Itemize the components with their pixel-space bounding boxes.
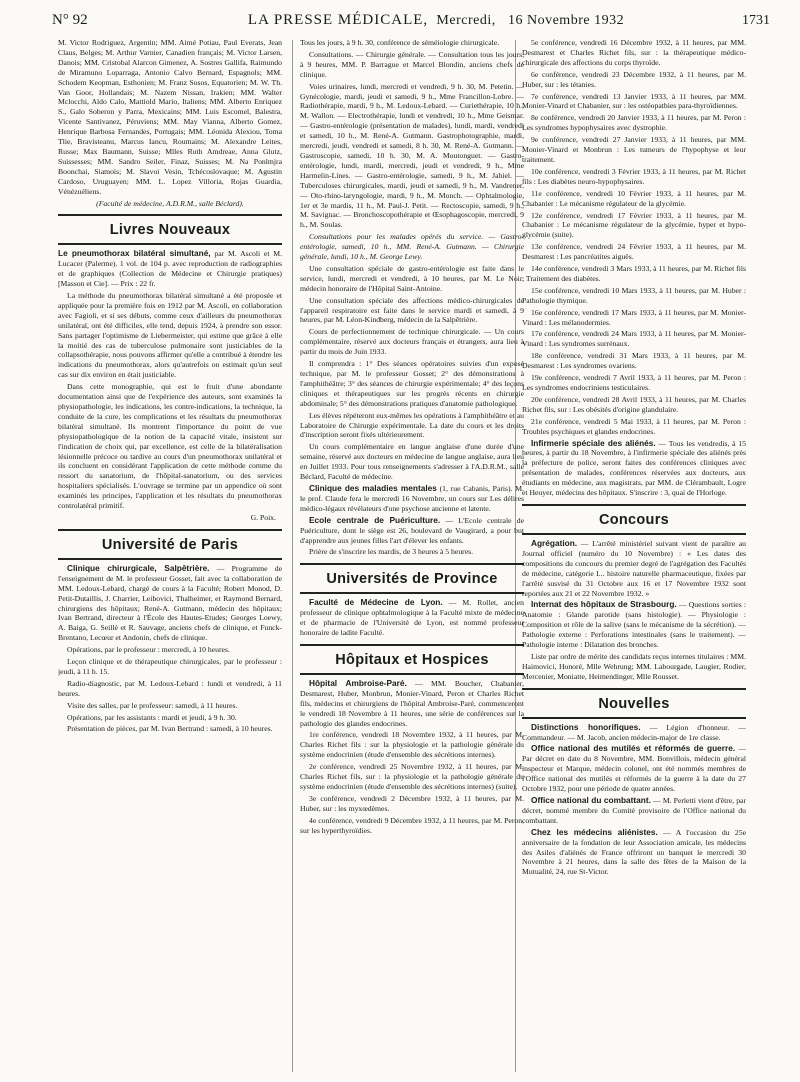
article-text: — M. Rollet, ancien professeur de clinique ophtalmologique à la Faculté mixte de médecine et de pharmacie de l'Université de Lyon, est nommé professeur honoraire de ladite Faculté. <box>300 598 524 638</box>
conference-line: 11e conférence, vendredi 10 Février 1933, à 11 heures, par M. Chabanier : Le mécanisme régulateur de la glycémie. <box>522 188 746 208</box>
conference-line: 7e conférence, vendredi 13 Janvier 1933, à 11 heures, par MM. Monier-Vinard et Chabanier, sur : les ostéopathies para-thyroïdiennes. <box>522 91 746 111</box>
page-header <box>52 12 770 34</box>
section-heading-concours: Concours <box>522 504 746 535</box>
conference-line: 13e conférence, vendredi 24 Février 1933, à 11 heures, par M. Desmarest : Les pancréatites aiguës. <box>522 242 746 262</box>
issue-weekday: Mercredi, <box>436 13 496 28</box>
article-text: — Par décret en date du 8 Novembre, MM. Bonvillois, médecin général inspecteur et Marque, médecin colonel, ont été nommés membres de l'Office national des mutilés et réformés de la guerre à la date du 27 Octobre 1932, pour une période de quatre années. <box>522 744 746 794</box>
section-heading-paris: Université de Paris <box>58 529 282 560</box>
conference-line: 21e conférence, vendredi 5 Mai 1933, à 11 heures, par M. Peron : Troubles psychiques et glandes endocrines. <box>522 416 746 436</box>
article-text: — M. Perletti vient d'être, par décret, nommé membre du Comité provisoire de l'Office national du combattant. <box>522 796 746 825</box>
article-lead: Internat des hôpitaux de Strasbourg. <box>531 599 677 610</box>
schedule-line: Opérations, par les assistants : mardi et jeudi, à 9 h. 30. <box>67 712 237 722</box>
article-lead: Office national du combattant. <box>531 795 651 805</box>
article-paragraph <box>522 744 746 794</box>
article-text: — Programme de l'enseignement de M. le professeur Gosset, fait avec la collaboration de MM. Ledoux-Lebard, chargé de cours à la Faculté; Robert Monod, D. Petit-Dutaillis, J. Charrier, Leibovici, Thalheimer, et Raymond Bernard, chirurgiens des hôpitaux; René-A. Gutmann, médecin des hôpitaux; Ivan Bertrand, directeur à l'École des Hautes-Etudes; Georges Loewy, A. Baiga, G. Seillé et R. Sauvage, anciens chefs de clinique, et Funck-Brentano, Lecœur et Andonin, chefs de clinique. <box>58 563 282 643</box>
article-lead: Ecole centrale de Puériculture. <box>309 514 441 525</box>
article-paragraph <box>522 539 746 598</box>
conference-line: 1re conférence, vendredi 18 Novembre 1932, à 11 heures, par M. Charles Richet fils : sur la physiologie et la pathologie générale du système endocrinien (étude d'ensemble des sécrétions internes). <box>300 730 524 760</box>
article-paragraph <box>300 598 524 638</box>
article-lead: Infirmerie spéciale des aliénés. <box>531 437 656 448</box>
book-entry <box>58 249 282 289</box>
article-paragraph: Voies urinaires, lundi, mercredi et vendredi, 9 h. 30, M. Petetin. — Gynécologie, mardi, jeudi et samedi, 9 h., Mme Francillon-Lobre. — Radiothérapie, mardi, 9 h., M. Ledoux-Lebard. — Curiethérapie, 10 h., M. Wallon. — Electrothérapie, lundi et vendredi, 10 h., Mme Geismar. — Gastro-entérologie (présentation de malades), lundi, mardi, vendredi et samedi, 10 h., M. René-A. Gutmann. Gastrophotographie, mardi, mercredi, jeudi, vendredi et samedi, 8 h. 30, M. René-A. Gutmann. — Gastroscopie, samedi, 10 h. 30, M. A. Moutonguet. — Gastro-entérologie, lundi, mardi, mercredi, jeudi et vendredi, 9 h., Mme Harmelin-Lines. — Gastro-entérologie, samedi, 9 h., M. Jahiel. — Tuberculoses chirurgicales, mardi, jeudi et samedi, 9 h., M. Vandrener. — Oto-rhino-laryngologie, mardi, 9 h., M. Monch. — Ophtalmologie, 1er et 3e mardis, 11 h., M. Paul-J. Petit. — Rectoscopie, samedi, 9 h., M. Savignac. — Bronchoscopothérapie et Œsophagoscopie, mercredi, 9 h., M. Soulas. <box>300 81 524 230</box>
article-paragraph <box>522 828 746 878</box>
issue-number: N° 92 <box>52 12 88 28</box>
article-text: — L'Ecole centrale de Puériculture, dont le siège est 26, boulevard de Vaugirard, a pour but d'apprendre aux jeunes filles l'art d'élever les enfants. <box>300 515 524 545</box>
article-text: (1, rue Cabanis, Paris). M. le prof. Claude fera le mercredi 16 Novembre, un cours sur Les délires médico-légaux révélateurs d'une psychose ancienne et latente. <box>300 483 524 513</box>
article-paragraph <box>300 484 524 514</box>
article-text: — MM. Boucher, Chabanier, Desmarest, Huber, Monbrun, Monier-Vinard, Peron et Charles Richet fils, médecins et chirurgiens de l'hôpital Ambroise-Paré, commenceront le vendredi 18 Novembre à 11 heures, une série de conférences sur la pathologie des glandes endocrines. <box>300 678 524 728</box>
section-heading-nouvelles: Nouvelles <box>522 688 746 719</box>
column-1 <box>58 38 282 1078</box>
article-paragraph <box>522 439 746 498</box>
conference-line: 8e conférence, vendredi 20 Janvier 1933, à 11 heures, par M. Peron : Les syndromes hypophysaires avec dystrophie. <box>522 113 746 133</box>
conference-line: 16e conférence, vendredi 17 Mars 1933, à 11 heures, par M. Monier-Vinard : Les mélanodermies. <box>522 307 746 327</box>
article-text: — Questions sorties : Anatomie : Glande parotide (sans histologie). — Physiologie : Composition et rôle de la salive (sans le mécanisme de la sécrétion). — Pathologie externe : Perforations intestinales (sans le traitement). — Pathologie interne : Dilatation des bronches. <box>522 600 746 650</box>
article-lead: Distinctions honorifiques. <box>531 721 641 732</box>
schedule-line: Opérations, par le professeur : mercredi, à 10 heures. <box>67 645 230 655</box>
article-paragraph: Une consultation spéciale de gastro-entérologie est faite dans le service, lundi, mercredi et vendredi, à 10 heures, par M. Le Noir, médecin honoraire de l'Hôpital Saint-Antoine. <box>300 263 524 293</box>
column-3 <box>522 38 746 1078</box>
article-lead: Clinique des maladies mentales <box>309 482 437 493</box>
article-lead: Hôpital Ambroise-Paré. <box>309 677 407 688</box>
journal-title: LA PRESSE MÉDICALE, <box>247 12 429 28</box>
schedule-line: Présentation de pièces, par M. Ivan Bertrand : samedi, à 10 heures. <box>67 724 273 734</box>
article-lead: Clinique chirurgicale, Salpêtrière. <box>67 562 210 573</box>
issue-date: 16 Novembre 1932 <box>507 13 625 28</box>
article-paragraph: Un cours complémentaire en langue anglaise d'une durée d'une semaine, réservé aux docteurs en médecine de langue anglaise, aura lieu en Juillet 1933. Pour tous renseignements s'adresser à l'A.D.R.M., salle Béclard, Faculté de médecine. <box>300 442 524 482</box>
conference-line: 4e conférence, vendredi 9 Décembre 1932, à 11 heures, par M. Peron, sur les hyperthyroïdies. <box>300 815 524 835</box>
article-paragraph: Consultations. — Chirurgie générale. — Consultation tous les jours, à 9 heures, MM. P. Barrague et Marcel Blondin, anciens chefs de clinique. <box>300 49 524 79</box>
article-paragraph: Les élèves répéteront eux-mêmes les opérations à l'amphithéâtre et au Laboratoire de Chirurgie expérimentale. La date du cours et les droits d'inscription seront fixés ultérieurement. <box>300 410 524 440</box>
article-lead: Agrégation. <box>531 537 578 548</box>
article-paragraph <box>522 796 746 826</box>
conference-line: 6e conférence, vendredi 23 Décembre 1932, à 11 heures, par M. Huber, sur : les tétanies. <box>522 69 746 89</box>
conference-line: 20e conférence, vendredi 28 Avril 1933, à 11 heures, par M. Charles Richet fils, sur : Les obésités d'origine glandulaire. <box>522 394 746 414</box>
conference-line: 18e conférence, vendredi 31 Mars 1933, à 11 heures, par M. Desmarest : Les syndromes ovariens. <box>522 351 746 371</box>
article-paragraph <box>300 516 524 546</box>
article-paragraph: Consultations pour les malades opérés du service. — Gastro-entérologie, samedi, 10 h., MM. René-A. Gutmann. — Chirurgie générale, lundi, 10 h., M. George Lewy. <box>300 232 524 262</box>
conference-line: 9e conférence, vendredi 27 Janvier 1933, à 11 heures, par MM. Monier-Vinard et Monbrun : Les tumeurs de l'hypophyse et leur traitement. <box>522 135 746 164</box>
article-paragraph: Une consultation spéciale des affections médico-chirurgicales de l'appareil respiratoire est faite dans le service mardi et samedi, à 9 heures, par M. Léon-Kindberg, médecin de la Salpêtrière. <box>300 295 524 325</box>
article-paragraph <box>300 679 524 729</box>
article-paragraph: Il comprendra : 1° Des séances opératoires suivies d'un exposé technique, par M. le professeur Gosset; 2° des démonstrations à l'amphithéâtre; 3° des séances de chirurgie expérimentale; 4° des leçons cliniques et thérapeutiques sur les progrès récents en chirurgie abdominale; 5° des démonstrations pratiques d'anatomie pathologique. <box>300 359 524 408</box>
book-reference: par M. Ascoli et M. Lucacer (Palerme). 1 vol. de 104 p. avec reproduction de radiographies et de graphiques (Collection de Médecine et Chirurgie pratiques) [Masson et Cie]. — Prix : 22 fr. <box>58 249 282 289</box>
article-paragraph: Tous les jours, à 9 h. 30, conférence de séméiologie chirurgicale. <box>300 38 500 47</box>
book-title: Le pneumothorax bilatéral simultané, <box>58 248 211 259</box>
section-heading-livres: Livres Nouveaux <box>58 214 282 245</box>
conference-line: 14e conférence, vendredi 3 Mars 1933, à 11 heures, par M. Richet fils : Traitement des diabètes. <box>522 264 746 283</box>
schedule-line: Radio-diagnostic, par M. Ledoux-Lebard : lundi et vendredi, à 11 heures. <box>58 678 282 698</box>
column-divider <box>292 40 293 1072</box>
article-text: — Tous les vendredis, à 15 heures, à partir du 18 Novembre, à l'infirmerie spéciale des aliénés près la préfecture de police, seront faites des conférences cliniques avec présentation de malades, conférences réservées aux docteurs, aux étudiants en médecine, aux magistrats, par MM. de Clérambault, Logre et Heuyer, médecins des hôpitaux. S'inscrire : 3, quai de l'Horloge. <box>522 438 746 498</box>
section-heading-hopitaux: Hôpitaux et Hospices <box>300 644 524 675</box>
foreign-students-list: M. Victor Rodriguez, Argentin; MM. Aimé Potiau, Paul Everats, Jean Claus, Belges; M. Arthur Varnier, Canadien français; M. Victor Larsen, Danois; MM. Cristobal Alarcon Gimenez, A. Sostres Gallifa, Raimundo de Miramuno Loparraga, Antonio Calvo Bernard, Espagnols; MM. Schodem Keopman, Esthonien; M. Franz Sosos, Equatorien; M. W. Th. Van Goor, Hollandais; M. Nazem Nissan, Irakien; MM. Walter Mclocchi, Aldo Calo, Mattiold Mario, Italiens; MM. Alberto Enriquez S., Galo Soberon y Parra, Mexicains; MM. Luis Escomel, Balestra, Vicente Santivanez, Péruviens; MM. May Vianna, Alberto Gomez, Henrique Barbosa Fernandes, Portugais; MM. Léonida Alexiou, Toma Tlie, Bravisteanu, Marcus Iancu, Roumains; M. Alexandre Leites, Russe; Max Baumann, Suisse; Mlles Ruth Amdreae, Anna Glutz, Suissesses; MM. Sandro Seiler, Finaz, Suisses; M. Na Ponlmjra Boonchai, Siamois; M. Slavoi Vesin, Tchécoslovaque; M. Agustin Cardoso, Uruguayen; MM. L. Lopez Villoria, Rojas Guardia, Vénézuéliens. <box>58 38 282 196</box>
article-text: — Légion d'honneur. — Commandeur. — M. Jacob, ancien médecin-major de 1re classe. <box>522 722 746 742</box>
conference-line: 3e conférence, vendredi 2 Décembre 1932, à 11 heures, par M. Huber, sur : les myxœdèmes. <box>300 793 524 813</box>
article-paragraph: Prière de s'inscrire les mardis, de 3 heures à 5 heures. <box>309 547 474 557</box>
conference-line: 15e conférence, vendredi 10 Mars 1933, à 11 heures, par M. Huber : Pathologie thymique. <box>522 285 746 305</box>
article-text: — A l'occasion du 25e anniversaire de la fondation de leur Association amicale, les médecins des Asiles d'aliénés de France offriront un banquet le mercredi 30 Novembre à 21 heures, dans la salle des fêtes de la Maison de la Mutualité, 24, rue St-Victor. <box>522 827 746 877</box>
list-source: (Faculté de médecine, A.D.R.M., salle Béclard). <box>96 198 244 208</box>
article-lead: Chez les médecins aliénistes. <box>531 826 658 837</box>
article-paragraph: Liste par ordre de mérite des candidats reçus internes titulaires : MM. Haimovici, Honoré, Mlle Wehrung; MM. Labourgade, Laugier, Rodier, Mercenier, Moniatte, Heimendinger, Mlle Rousset. <box>522 651 746 681</box>
page-number: 1731 <box>742 13 770 28</box>
article-paragraph <box>522 600 746 650</box>
conference-line: 5e conférence, vendredi 16 Décembre 1932, à 11 heures, par MM. Desmarest et Charles Richet fils, sur : la thérapeutique médico-chirurgicale des affections du corps thyroïde. <box>522 38 746 67</box>
masthead <box>162 12 710 29</box>
conference-line: 2e conférence, vendredi 25 Novembre 1932, à 11 heures, par M. Charles Richet fils, sur : la physiologie et la pathologie générale du système endocrinien (étude d'ensemble des sécrétions internes) (suite). <box>300 762 524 791</box>
article-text: — L'arrêté ministériel suivant vient de paraître au Journal officiel (numéro du 10 Novembre) : « Les dates des compositions du concours du premier degré de l'agrégation des Facultés de médecine, catégorie I... histoire naturelle pharmaceutique, fixées par l'arrêté susvisé du 31 Octobre aux 16 et 17 Novembre 1932 sont reportées aux 21 et 22 Novembre 1932. » <box>522 538 746 598</box>
section-heading-province: Universités de Province <box>300 563 524 594</box>
article-lead: Office national des mutilés et réformés de guerre. <box>531 743 736 754</box>
article-paragraph: Cours de perfectionnement de technique chirurgicale. — Un cours complémentaire, réservé aux docteurs français et étrangers, aura lieu à partir du mois de Juin 1933. <box>300 327 524 357</box>
schedule-line: Leçon clinique et de thérapeutique chirurgicales, par le professeur : jeudi, à 11 h. 15. <box>58 657 282 676</box>
schedule-line: Visite des salles, par le professeur: samedi, à 11 heures. <box>67 700 238 710</box>
review-signature: G. Poix. <box>250 512 276 522</box>
article-paragraph <box>522 723 746 743</box>
column-2 <box>300 38 524 1078</box>
review-paragraph: Dans cette monographie, qui est le fruit d'une abondante documentation ainsi que de l'expérience des auteurs, sont examinés la physiopathologie, les indications, les contre-indications, la technique, la conduite de la cure, les complications et les résultats du pneumothorax bilatéral simultané. Ils montrent l'importance du point de vue physiopathologique de la notion de la capacité vitale, insistent sur l'indication de choix qui, par excellence, est celle de la bilatéralisation lésionnelle précoce ou tardive au cours d'un pneumothorax unilatéral et ils concluent en considérant l'application de cette méthode comme du ressort du sanatorium, de l'hôpital-sanatorium, ou des services hospitaliers spécialisés. L'ouvrage se termine par un appendice où sont examinés les principes, l'application et les résultats du pneumothorax controlatéral primitif. <box>58 382 282 511</box>
conference-line: 10e conférence, vendredi 3 Février 1933, à 11 heures, par M. Richet fils : Les diabètes neuro-hypophysaires. <box>522 166 746 186</box>
conference-line: 19e conférence, vendredi 7 Avril 1933, à 11 heures, par M. Peron : Les syndromes endocriniens testiculaires. <box>522 373 746 392</box>
conference-line: 12e conférence, vendredi 17 Février 1933, à 11 heures, par M. Chabanier : Le mécanisme régulateur de la glycémie, hyper et hypo-glycémie (suite). <box>522 210 746 240</box>
article-paragraph <box>58 564 282 643</box>
conference-line: 17e conférence, vendredi 24 Mars 1933, à 11 heures, par M. Monier-Vinard : Les syndromes surrénaux. <box>522 329 746 349</box>
review-paragraph: La méthode du pneumothorax bilatéral simultané a été proposée et appliquée pour la première fois en 1912 par M. Ascoli, en collaboration avec Fagioli, et si ses débuts, comme ceux d'ailleurs du pneumothorax unilatéral, ont été difficiles, elle tend, depuis 1924, à prendre son essor. Sans partager l'optimisme de Liebermeister, qui estime que grâce à elle la moitié des cas de tuberculose pulmonaire sont justiciables de la collapsothérapie, nous pouvons affirmer qu'elle a contribué à étendre les indications du pneumothorax, alors qu'autrefois on estimait qu'un seul cas sur dix environ en était justiciable. <box>58 291 282 380</box>
article-lead: Faculté de Médecine de Lyon. <box>309 597 443 608</box>
